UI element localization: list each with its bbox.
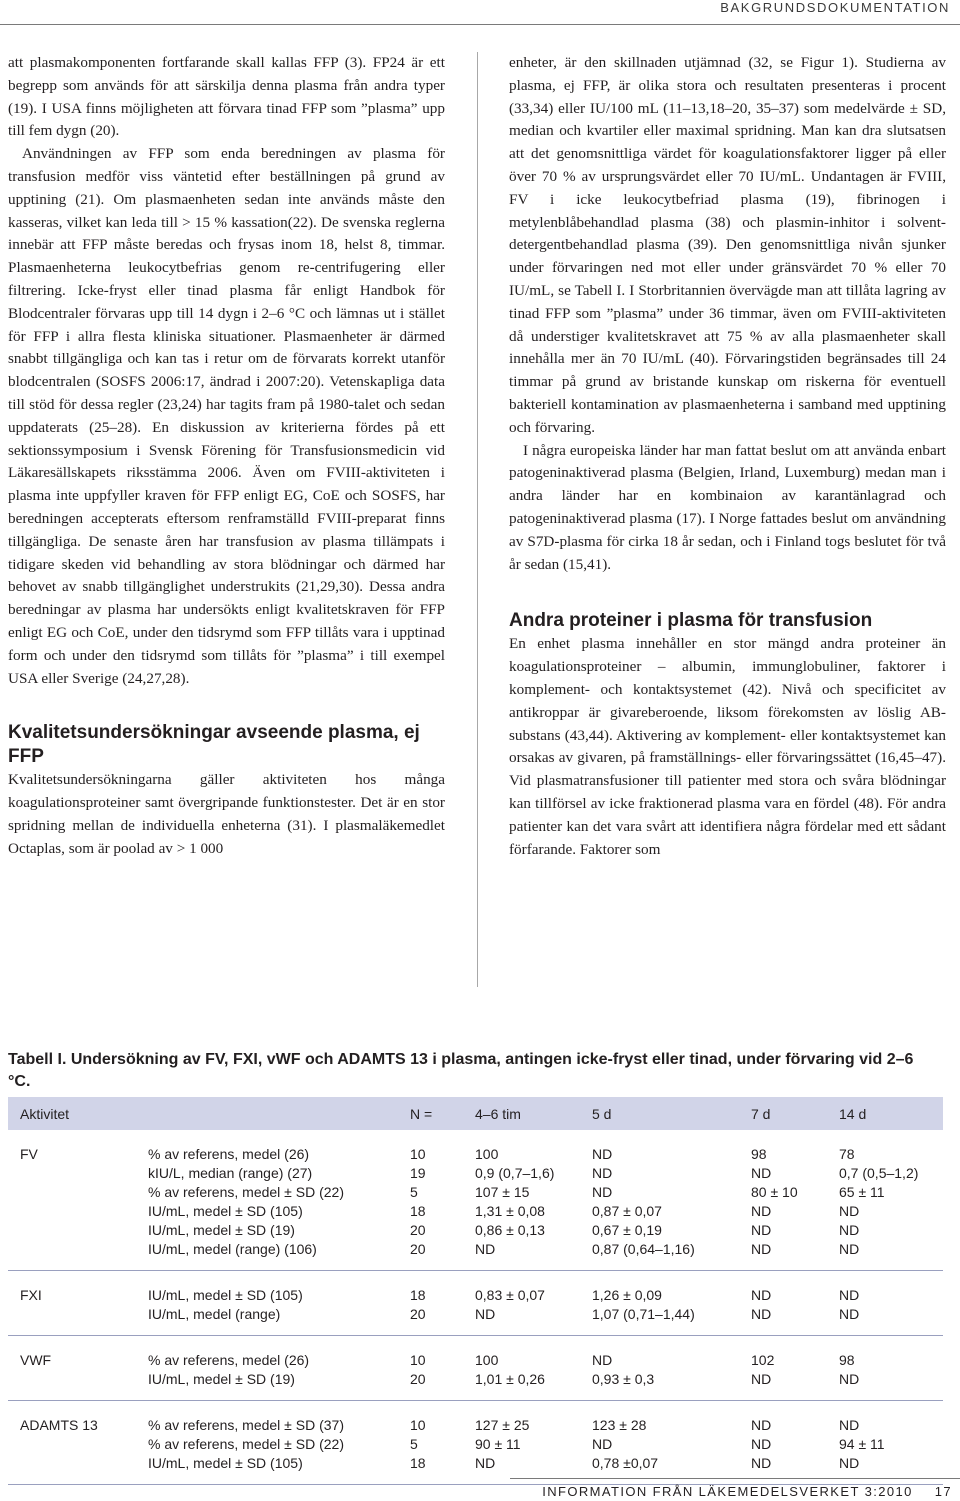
table-cell: ND xyxy=(751,1203,772,1219)
table-cell: 65 ± 11 xyxy=(839,1184,885,1200)
table-cell: 90 ± 11 xyxy=(475,1436,521,1452)
table-cell: 20 xyxy=(398,1370,463,1401)
table-cell: 0,67 ± 0,19 xyxy=(592,1222,662,1238)
activity-cell: FV xyxy=(20,1146,38,1162)
activity-cell xyxy=(8,1221,136,1240)
table-cell: ND xyxy=(592,1352,613,1368)
activity-cell: ADAMTS 13 xyxy=(20,1417,98,1433)
header-cell: 4–6 tim xyxy=(463,1097,580,1130)
right-column xyxy=(509,52,946,861)
table-row xyxy=(8,1271,943,1306)
activity-cell xyxy=(8,1240,136,1271)
table-row xyxy=(8,1305,943,1336)
table-cell: ND xyxy=(739,1305,827,1336)
table-cell: ND xyxy=(839,1417,860,1433)
table-row xyxy=(8,1370,943,1401)
table-cell: % av referens, medel (26) xyxy=(148,1146,310,1162)
table-cell: 0,87 (0,64–1,16) xyxy=(580,1240,739,1271)
activity-cell xyxy=(8,1454,136,1485)
table-cell: ND xyxy=(839,1203,860,1219)
table-header-row xyxy=(8,1097,943,1130)
table-cell: % av referens, medel (26) xyxy=(148,1352,310,1368)
table-cell: 100 xyxy=(475,1352,499,1368)
table-row xyxy=(8,1202,943,1221)
table-row xyxy=(8,1164,943,1183)
header-cell: N = xyxy=(398,1097,463,1130)
table-cell: ND xyxy=(739,1454,827,1485)
table-cell: ND xyxy=(839,1222,860,1238)
table-cell: 18 xyxy=(410,1203,426,1219)
table-cell: 0,93 ± 0,3 xyxy=(580,1370,739,1401)
table-cell: ND xyxy=(751,1436,772,1452)
header-rule xyxy=(0,24,960,25)
table-cell: 0,86 ± 0,13 xyxy=(475,1222,545,1238)
table-row xyxy=(8,1183,943,1202)
table-cell: IU/mL, medel ± SD (19) xyxy=(136,1370,398,1401)
table-cell: 1,26 ± 0,09 xyxy=(592,1287,662,1303)
table-cell: 1,31 ± 0,08 xyxy=(475,1203,545,1219)
table-cell: IU/mL, medel ± SD (105) xyxy=(148,1203,303,1219)
left-paragraph-2: Användningen av FFP som enda beredningen av plasma för transfusion medför viss väntetid efter beställningen på grund av upptining (21). Om plasmaenheten sedan inte används måste den kasseras, vilket kan leda till > 15 % kassation(22). De svenska reglerna innebär att FFP måste beredas och frysas inom 18, helst 8, timmar. Plasmaenheterna leukocytbefrias genom re-centrifugering eller filtrering. Icke-fryst eller tinad plasma får enligt Handbok för Blodcentraler förvaras upp till 14 dygn i 2–6 °C och lämnas ut i stället för FFP i allra flesta kliniska situationer. Plasmaenheter är därmed snabbt tillgängliga och kan tas i retur om de förvarats korrekt utanför blodcentralen (SOSFS 2006:17, ändrad i 2007:20). Vetenskapliga data till stöd för dessa regler (23,24) har tagits fram på 1980-talet och sedan uppdaterats (25–28). En diskussion av kriterierna fördes på ett sektionssymposium i Svensk Förening för Transfusionsmedicin vid Läkaresällskapets riksstämma 2006. Även om FVIII-aktiviteten i plasma inte uppfyller kraven för FFP enligt EG, CoE och SOSFS, har beredningen accepterats eftersom renframställd FVIII-preparat finns tillgängliga. De senaste åren har transfusion av plasma tillämpats i tidigare skeden vid behandling av stora blödningar och därmed har behovet av snabb tillgänglighet understrukits (21,29,30). Dessa andra beredningar av plasma har undersökts enligt kvalitetskraven för FFP enligt EG och CoE, under den tidsrymd som FFP tillåts vara i upptinad form och under den tidsrymd som tillåts för ”plasma” i till exempel USA eller Sverige (24,27,28). xyxy=(8,145,445,687)
table-cell: % av referens, medel ± SD (22) xyxy=(148,1436,344,1452)
table-cell: IU/mL, medel (range) (106) xyxy=(136,1240,398,1271)
table-cell: 98 xyxy=(751,1146,767,1162)
right-paragraph-3: En enhet plasma innehåller en stor mängd andra proteiner än koagulationsproteiner – albumin, immunglobuliner, faktorer i komplement- och kontaktsystemet (42). Nivå och specificitet av antikroppar är givareberoende, liksom förekomsten av löslig AB-substans (43,44). Aktivering av komplement- eller kontaktsystemet kan orsakas av givaren, på framställnings- eller förvaringssättet (16,45–47). Vid plasmatransfusioner till patienter med stora och svåra blödningar kan tillförsel av icke fraktionerad plasma vara en fördel (48). För andra patienter kan det vara svårt att identifiera några fördelar med ett sådant förfarande. Faktorer som xyxy=(509,635,946,858)
table-cell: ND xyxy=(463,1454,580,1485)
table-cell: 1,07 (0,71–1,44) xyxy=(580,1305,739,1336)
table-cell: 10 xyxy=(410,1352,426,1368)
header-cell: 14 d xyxy=(827,1097,943,1130)
publication-name: INFORMATION FRÅN LÄKEMEDELSVERKET 3:2010 xyxy=(542,1484,913,1499)
left-column xyxy=(8,52,445,861)
activity-cell xyxy=(8,1164,136,1183)
table-row xyxy=(8,1454,943,1485)
table-cell: ND xyxy=(739,1240,827,1271)
activity-cell: FXI xyxy=(20,1287,42,1303)
table-cell: 0,87 ± 0,07 xyxy=(592,1203,662,1219)
table-cell: ND xyxy=(751,1417,772,1433)
table-row xyxy=(8,1401,943,1436)
page-footer xyxy=(542,1484,952,1499)
table-cell: 0,83 ± 0,07 xyxy=(475,1287,545,1303)
table-cell: ND xyxy=(827,1370,943,1401)
table-cell: 100 xyxy=(475,1146,499,1162)
table-cell: ND xyxy=(751,1165,772,1181)
header-cell: 7 d xyxy=(739,1097,827,1130)
table-cell: IU/mL, medel ± SD (105) xyxy=(148,1287,303,1303)
table-cell: ND xyxy=(827,1240,943,1271)
table-cell: 5 xyxy=(410,1436,418,1452)
table-cell: 18 xyxy=(410,1287,426,1303)
left-paragraph-1: att plasmakomponenten fortfarande skall kallas FFP (3). FP24 är ett begrepp som används för att särskilja denna plasma från andra typer (19). I USA finns möjligheten att förvara tinad FFP som ”plasma” upp till fem dygn (20). xyxy=(8,54,445,140)
table-cell: ND xyxy=(463,1305,580,1336)
results-table xyxy=(8,1097,943,1485)
table-cell: 1,01 ± 0,26 xyxy=(463,1370,580,1401)
table-cell: 78 xyxy=(839,1146,855,1162)
activity-cell: VWF xyxy=(20,1352,52,1368)
table-cell: 98 xyxy=(839,1352,855,1368)
table-cell: 20 xyxy=(398,1240,463,1271)
table-cell: % av referens, medel ± SD (37) xyxy=(148,1417,344,1433)
table-cell: ND xyxy=(592,1436,613,1452)
table-cell: 18 xyxy=(398,1454,463,1485)
table-cell: 20 xyxy=(398,1305,463,1336)
table-cell: 123 ± 28 xyxy=(592,1417,647,1433)
table-row xyxy=(8,1435,943,1454)
page-number: 17 xyxy=(934,1484,952,1499)
right-paragraph-1: enheter, är den skillnaden utjämnad (32, se Figur 1). Studierna av plasma, ej FFP, är olika stora och resultaten presenteras i procent (33,34) eller IU/100 mL (11–13,18–20, 35–37) som medelvärde ± SD, median och kvartiler eller maximal spridning. Man kan dra slutsatsen att det genomsnittliga värdet för koagulationsfaktorer ligger på eller över 70 % av ursprungsvärdet eller 70 IU/mL. Undantagen är FVIII, FV i icke leukocytbefriad plasma (19), fibrinogen i metylenblåbehandlad plasma (38) och plasmin-inhitor i solvent-detergentbehandlad plasma (39). Den genomsnittliga nivån sjunker under förvaringen ned mot eller under gränsvärdet 70 % eller 70 IU/mL, se Tabell I. I Storbritannien övervägde man att tillåta lagring av tinad FFP som ”plasma” under 36 timmar, även om FVIII-aktiviteten då understiger kvalitetskravet att 75 % av alla plasmaenheter skall innehålla mer än 70 IU/mL (40). Förvaringstiden begränsades till 24 timmar på grund av bristande kunskap om riskerna för eventuell bakteriell kontamination av plasmaenheterna i samband med upptining och förvaring. xyxy=(509,54,946,436)
footer-rule xyxy=(510,1478,960,1479)
header-cell: Aktivitet xyxy=(8,1097,136,1130)
left-paragraph-3: Kvalitetsundersökningarna gäller aktiviteten hos många koagulationsproteiner samt övergripande funktionstester. Det är en stor spridning mellan de individuella enheterna (31). I plasmaläkemedlet Octaplas, som är poolad av > 1 000 xyxy=(8,771,445,857)
table-cell: ND xyxy=(592,1146,613,1162)
table-cell: 94 ± 11 xyxy=(839,1436,885,1452)
table-cell: 0,78 ±0,07 xyxy=(580,1454,739,1485)
table-cell: 0,7 (0,5–1,2) xyxy=(839,1165,919,1181)
activity-cell xyxy=(8,1202,136,1221)
table-cell: 20 xyxy=(410,1222,426,1238)
table-cell: ND xyxy=(751,1287,772,1303)
table-cell: 127 ± 25 xyxy=(475,1417,530,1433)
activity-cell xyxy=(8,1435,136,1454)
activity-cell xyxy=(8,1305,136,1336)
table-cell: ND xyxy=(827,1454,943,1485)
table-cell: 102 xyxy=(751,1352,775,1368)
activity-cell xyxy=(8,1183,136,1202)
table-cell: ND xyxy=(592,1165,613,1181)
table-cell: kIU/L, median (range) (27) xyxy=(148,1165,313,1181)
table-cell: 5 xyxy=(410,1184,418,1200)
table-cell: 10 xyxy=(410,1417,426,1433)
right-section-heading: Andra proteiner i plasma för transfusion xyxy=(509,610,873,632)
table-body xyxy=(8,1130,943,1485)
table-cell: IU/mL, medel (range) xyxy=(136,1305,398,1336)
activity-cell xyxy=(8,1370,136,1401)
table-cell: IU/mL, medel ± SD (105) xyxy=(136,1454,398,1485)
table-cell: ND xyxy=(592,1184,613,1200)
table-cell: 80 ± 10 xyxy=(751,1184,798,1200)
table-cell: % av referens, medel ± SD (22) xyxy=(148,1184,344,1200)
header-cell: 5 d xyxy=(580,1097,739,1130)
table-title: Tabell I. Undersökning av FV, FXI, vWF och ADAMTS 13 i plasma, antingen icke-fryst eller tinad, under förvaring vid 2–6 °C. xyxy=(8,1051,914,1090)
table-row xyxy=(8,1240,943,1271)
table-cell: 19 xyxy=(410,1165,426,1181)
table-cell: ND xyxy=(463,1240,580,1271)
table-cell: ND xyxy=(751,1222,772,1238)
table-cell: ND xyxy=(739,1370,827,1401)
table-row xyxy=(8,1336,943,1371)
table-cell: 10 xyxy=(410,1146,426,1162)
section-label: BAKGRUNDSDOKUMENTATION xyxy=(720,0,950,15)
table-cell: ND xyxy=(839,1287,860,1303)
right-paragraph-2: I några europeiska länder har man fattat beslut om att använda enbart patogeninaktiverad plasma (Belgien, Irland, Luxemburg) medan man i andra länder har en kombinaion av karantänlagrad och patogeninaktiverad plasma (17). I Norge fattades beslut om användning av S7D-plasma för cirka 18 år sedan, och i Finland togs beslutet för två år sedan (15,41). xyxy=(509,441,946,573)
table-row xyxy=(8,1130,943,1164)
table-cell: IU/mL, medel ± SD (19) xyxy=(148,1222,295,1238)
table-cell: 107 ± 15 xyxy=(475,1184,530,1200)
table-cell: ND xyxy=(827,1305,943,1336)
left-section-heading: Kvalitetsundersökningar avseende plasma, ej FFP xyxy=(8,722,420,768)
table-cell: 0,9 (0,7–1,6) xyxy=(475,1165,555,1181)
table-row xyxy=(8,1221,943,1240)
column-divider xyxy=(477,52,478,987)
header-cell xyxy=(136,1097,398,1130)
